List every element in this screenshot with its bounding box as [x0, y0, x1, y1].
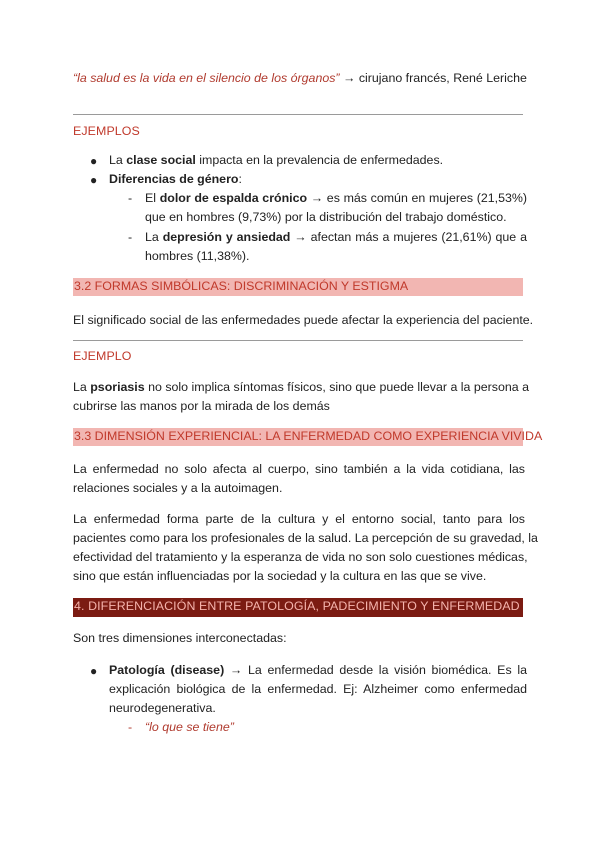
bold-term: Diferencias de género	[109, 172, 239, 186]
section-4-intro: Son tres dimensiones interconectadas:	[73, 631, 287, 645]
paragraph-line: efectividad del tratamiento y la esperanza de vida no son solo cuestiones médicas,	[73, 550, 528, 564]
text-run: → es más común en mujeres (21,53%)	[307, 191, 527, 205]
section-3-2-text: El significado social de las enfermedades puede afectar la experiencia del paciente.	[73, 313, 534, 327]
paragraph-line: La enfermedad forma parte de la cultura y el entorno social, tanto para los	[73, 512, 525, 526]
paragraph-line: pacientes como para los profesionales de la salud. La percepción de su gravedad, la	[73, 531, 538, 545]
text-run: → afectan más a mujeres (21,61%) que a	[290, 230, 528, 244]
sub-list-item-line: que en hombres (9,73%) por la distribución del trabajo doméstico.	[145, 210, 507, 224]
section-heading-text: 3.2 FORMAS SIMBÓLICAS: DISCRIMINACIÓN Y ESTIGMA	[74, 279, 409, 293]
bullet-icon: ●	[90, 154, 98, 168]
text-run: :	[238, 172, 242, 186]
section-3-3-heading	[73, 428, 543, 446]
bold-term: psoriasis	[90, 380, 145, 394]
text-run: impacta en la prevalencia de enfermedades.	[195, 153, 444, 167]
divider-line	[73, 340, 523, 341]
list-item	[109, 170, 242, 189]
paragraph-line: sino que están influenciadas por la sociedad y la cultura en las que se vive.	[73, 569, 487, 583]
bullet-icon: ●	[90, 664, 98, 678]
list-item	[109, 151, 443, 170]
list-item-line: neurodegenerativa.	[109, 701, 216, 715]
paragraph-line: relaciones sociales y a la autoimagen.	[73, 481, 283, 495]
bold-term: dolor de espalda crónico	[159, 191, 308, 205]
dash-icon: -	[128, 191, 133, 205]
text-run: no solo implica síntomas físicos, sino que puede llevar a la persona a	[144, 380, 529, 394]
text-run: La	[109, 153, 127, 167]
list-item-line	[109, 661, 527, 680]
dash-icon: -	[128, 230, 133, 244]
section-3-2-heading	[73, 278, 523, 296]
sub-list-item: “lo que se tiene”	[145, 720, 234, 734]
text-run: La	[73, 380, 91, 394]
bullet-icon: ●	[90, 173, 98, 187]
bold-term: depresión y ansiedad	[162, 230, 291, 244]
sub-list-item-line	[145, 228, 527, 247]
sub-list-item-line: hombres (11,38%).	[145, 249, 250, 263]
section-4-heading	[73, 598, 523, 617]
text-run: → La enfermedad desde la visión biomédica. Es la	[224, 663, 527, 677]
bold-term: clase social	[126, 153, 196, 167]
quote-text: “la salud es la vida en el silencio de los órganos”	[73, 71, 340, 85]
ejemplos-heading: EJEMPLOS	[73, 124, 140, 138]
quote-attribution: cirujano francés, René Leriche	[358, 71, 527, 85]
sub-list-item-line	[145, 189, 527, 208]
text-run: El	[145, 191, 160, 205]
quote-arrow: →	[339, 71, 359, 85]
dash-icon: -	[128, 720, 133, 734]
ejemplo-text-line	[73, 378, 529, 397]
list-item-line: explicación biológica de la enfermedad. Ej: Alzheimer como enfermedad	[109, 682, 527, 696]
leriche-quote	[73, 71, 527, 85]
paragraph-line: La enfermedad no solo afecta al cuerpo, sino también a la vida cotidiana, las	[73, 462, 525, 476]
ejemplo-heading: EJEMPLO	[73, 349, 132, 363]
bold-term: Patología (disease)	[109, 663, 225, 677]
text-run: La	[145, 230, 163, 244]
divider-line	[73, 114, 523, 115]
section-heading-text: 3.3 DIMENSIÓN EXPERIENCIAL: LA ENFERMEDAD COMO EXPERIENCIA VIVIDA	[74, 429, 543, 443]
ejemplo-text-line: cubrirse las manos por la mirada de los demás	[73, 399, 330, 413]
section-heading-text: 4. DIFERENCIACIÓN ENTRE PATOLOGÍA, PADECIMIENTO Y ENFERMEDAD	[74, 599, 520, 613]
